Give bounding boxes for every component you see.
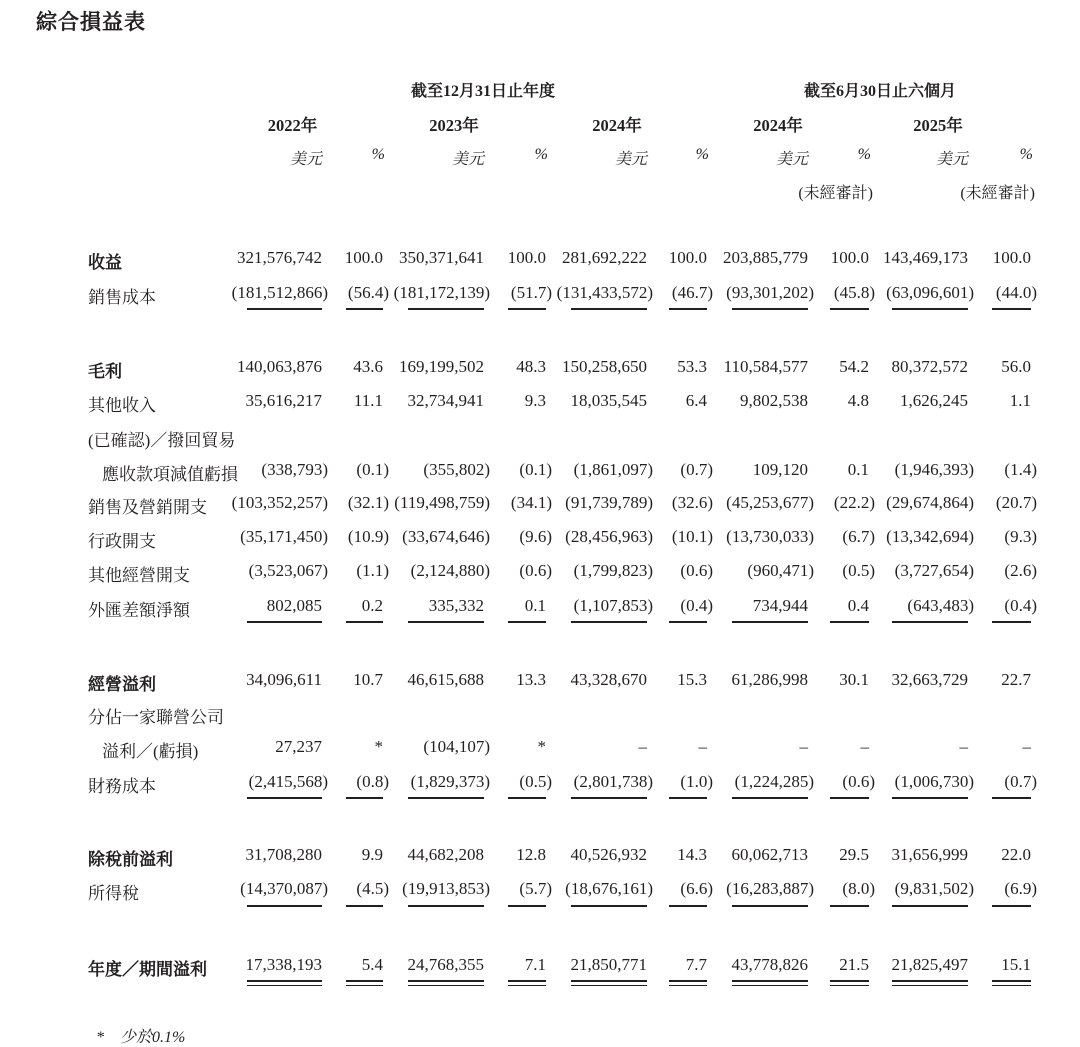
total-double-rule <box>830 980 869 986</box>
percent-cell: 9.3 <box>524 391 546 410</box>
percent-cell: 22.7 <box>1001 670 1031 689</box>
amount-cell: (2,124,880) <box>410 561 490 580</box>
percent-cell: 100.0 <box>344 248 383 267</box>
subtotal-rule <box>892 905 968 907</box>
row-label: (已確認)／撥回貿易 <box>88 431 236 450</box>
percent-cell: 11.1 <box>353 391 383 410</box>
percent-cell: (1.4) <box>1004 460 1037 479</box>
amount-cell: 32,734,941 <box>407 391 484 410</box>
percent-cell: 7.7 <box>685 955 707 974</box>
percent-cell: – <box>1022 737 1031 756</box>
amount-cell: (3,523,067) <box>248 561 328 580</box>
percent-cell: (51.7) <box>510 283 552 302</box>
amount-cell: 321,576,742 <box>237 248 322 267</box>
amount-cell: (1,946,393) <box>894 460 974 479</box>
amount-cell: 169,199,502 <box>399 357 484 376</box>
percent-cell: (34.1) <box>510 493 552 512</box>
percent-cell: (20.7) <box>995 493 1037 512</box>
percent-cell: 9.9 <box>361 845 383 864</box>
percent-cell: (0.1) <box>356 460 389 479</box>
amount-cell: 335,332 <box>428 596 484 615</box>
percent-cell: 0.1 <box>847 460 869 479</box>
amount-cell: (19,913,853) <box>402 879 490 898</box>
percent-cell: 10.7 <box>353 670 383 689</box>
subtotal-rule <box>830 308 869 310</box>
percent-cell: (0.4) <box>1004 596 1037 615</box>
percent-cell: (45.8) <box>833 283 875 302</box>
subtotal-rule <box>508 797 546 799</box>
amount-cell: (1,006,730) <box>894 772 974 791</box>
percent-cell: 100.0 <box>830 248 869 267</box>
unit-currency: 美元 <box>289 151 322 168</box>
row-label: 其他收入 <box>88 396 156 415</box>
subtotal-rule <box>408 905 484 907</box>
percent-cell: 0.1 <box>524 596 546 615</box>
percent-cell: 29.5 <box>839 845 869 864</box>
row-label: 分佔一家聯營公司 <box>88 708 224 727</box>
amount-cell: (1,861,097) <box>573 460 653 479</box>
percent-cell: (0.4) <box>680 596 713 615</box>
period-interim-header: 截至6月30日止六個月 <box>803 83 957 100</box>
year-header: 2025年 <box>913 116 963 135</box>
amount-cell: (2,415,568) <box>248 772 328 791</box>
subtotal-rule <box>247 621 322 623</box>
amount-cell: 61,286,998 <box>731 670 808 689</box>
row-label: 銷售成本 <box>88 288 156 307</box>
amount-cell: 43,328,670 <box>570 670 647 689</box>
subtotal-rule <box>408 308 484 310</box>
amount-cell: 9,802,538 <box>740 391 808 410</box>
percent-cell: (0.1) <box>519 460 552 479</box>
amount-cell: (16,283,887) <box>726 879 814 898</box>
percent-cell: 53.3 <box>677 357 707 376</box>
unit-currency: 美元 <box>614 151 647 168</box>
amount-cell: (1,799,823) <box>573 561 653 580</box>
total-double-rule <box>508 980 546 986</box>
percent-cell: 15.1 <box>1001 955 1031 974</box>
percent-cell: (5.7) <box>519 879 552 898</box>
row-label: 行政開支 <box>88 532 156 551</box>
unit-percent: % <box>695 146 709 163</box>
unit-percent: % <box>857 146 871 163</box>
percent-cell: – <box>698 737 707 756</box>
row-label: 年度／期間溢利 <box>88 960 207 979</box>
amount-cell: (181,512,866) <box>231 283 328 302</box>
percent-cell: * <box>374 737 383 756</box>
subtotal-rule <box>732 797 808 799</box>
percent-cell: 56.0 <box>1001 357 1031 376</box>
amount-cell: (29,674,864) <box>886 493 974 512</box>
amount-cell: (131,433,572) <box>556 283 653 302</box>
amount-cell: (181,172,139) <box>393 283 490 302</box>
period-annual-header: 截至12月31日止年度 <box>410 83 556 100</box>
percent-cell: (0.6) <box>519 561 552 580</box>
percent-cell: (0.6) <box>680 561 713 580</box>
amount-cell: 350,371,641 <box>399 248 484 267</box>
total-double-rule <box>408 980 484 986</box>
percent-cell: (6.6) <box>680 879 713 898</box>
amount-cell: (9,831,502) <box>894 879 974 898</box>
amount-cell: (18,676,161) <box>565 879 653 898</box>
percent-cell: 7.1 <box>524 955 546 974</box>
subtotal-rule <box>508 905 546 907</box>
percent-cell: (22.2) <box>833 493 875 512</box>
subtotal-rule <box>669 621 707 623</box>
row-label: 銷售及營銷開支 <box>88 498 207 517</box>
total-double-rule <box>892 980 968 986</box>
subtotal-rule <box>346 621 383 623</box>
percent-cell: (0.7) <box>1004 772 1037 791</box>
percent-cell: 6.4 <box>685 391 707 410</box>
amount-cell: (1,224,285) <box>734 772 814 791</box>
subtotal-rule <box>669 797 707 799</box>
percent-cell: (32.6) <box>671 493 713 512</box>
amount-cell: 18,035,545 <box>570 391 647 410</box>
subtotal-rule <box>992 621 1031 623</box>
percent-cell: 43.6 <box>353 357 383 376</box>
amount-cell: 60,062,713 <box>731 845 808 864</box>
amount-cell: 80,372,572 <box>891 357 968 376</box>
amount-cell: 35,616,217 <box>245 391 322 410</box>
amount-cell: (1,107,853) <box>573 596 653 615</box>
amount-cell: (119,498,759) <box>394 493 490 512</box>
year-header: 2024年 <box>592 116 642 135</box>
row-label: 財務成本 <box>88 777 156 796</box>
amount-cell: (33,674,646) <box>402 527 490 546</box>
percent-cell: 13.3 <box>516 670 546 689</box>
percent-cell: (9.6) <box>519 527 552 546</box>
percent-cell: (1.1) <box>356 561 389 580</box>
amount-cell: – <box>638 737 647 756</box>
amount-cell: (960,471) <box>747 561 814 580</box>
row-label: 毛利 <box>88 362 122 381</box>
amount-cell: (13,730,033) <box>726 527 814 546</box>
amount-cell: (104,107) <box>423 737 490 756</box>
percent-cell: (0.5) <box>519 772 552 791</box>
percent-cell: (4.5) <box>356 879 389 898</box>
subtotal-rule <box>508 308 546 310</box>
percent-cell: (9.3) <box>1004 527 1037 546</box>
subtotal-rule <box>669 308 707 310</box>
percent-cell: (0.5) <box>842 561 875 580</box>
subtotal-rule <box>992 905 1031 907</box>
subtotal-rule <box>830 797 869 799</box>
percent-cell: 100.0 <box>992 248 1031 267</box>
row-label: 外匯差額淨額 <box>88 601 190 620</box>
percent-cell: 30.1 <box>839 670 869 689</box>
amount-cell: 24,768,355 <box>407 955 484 974</box>
subtotal-rule <box>892 797 968 799</box>
amount-cell: (45,253,677) <box>726 493 814 512</box>
percent-cell: 22.0 <box>1001 845 1031 864</box>
amount-cell: (643,483) <box>907 596 974 615</box>
unit-percent: % <box>534 146 548 163</box>
page-title: 綜合損益表 <box>36 10 146 34</box>
amount-cell: 21,825,497 <box>891 955 968 974</box>
amount-cell: (338,793) <box>261 460 328 479</box>
percent-cell: 14.3 <box>677 845 707 864</box>
amount-cell: 32,663,729 <box>891 670 968 689</box>
amount-cell: 110,584,577 <box>723 357 808 376</box>
unit-currency: 美元 <box>935 151 968 168</box>
total-double-rule <box>247 980 322 986</box>
percent-cell: 0.2 <box>361 596 383 615</box>
percent-cell: (6.7) <box>842 527 875 546</box>
subtotal-rule <box>346 797 383 799</box>
subtotal-rule <box>571 797 647 799</box>
subtotal-rule <box>408 797 484 799</box>
amount-cell: (13,342,694) <box>886 527 974 546</box>
amount-cell: (93,301,202) <box>726 283 814 302</box>
subtotal-rule <box>830 621 869 623</box>
subtotal-rule <box>247 308 322 310</box>
percent-cell: 100.0 <box>507 248 546 267</box>
percent-cell: (1.0) <box>680 772 713 791</box>
amount-cell: 44,682,208 <box>407 845 484 864</box>
amount-cell: 802,085 <box>266 596 322 615</box>
subtotal-rule <box>247 905 322 907</box>
amount-cell: (28,456,963) <box>565 527 653 546</box>
amount-cell: (355,802) <box>423 460 490 479</box>
year-header: 2023年 <box>429 116 479 135</box>
amount-cell: 40,526,932 <box>570 845 647 864</box>
subtotal-rule <box>346 905 383 907</box>
amount-cell: (2,801,738) <box>573 772 653 791</box>
amount-cell: – <box>959 737 968 756</box>
percent-cell: (0.6) <box>842 772 875 791</box>
amount-cell: 27,237 <box>275 737 322 756</box>
percent-cell: (0.8) <box>356 772 389 791</box>
amount-cell: 34,096,611 <box>246 670 322 689</box>
amount-cell: 150,258,650 <box>562 357 647 376</box>
amount-cell: 109,120 <box>752 460 808 479</box>
subtotal-rule <box>992 308 1031 310</box>
row-label: 經營溢利 <box>88 675 156 694</box>
year-header: 2024年 <box>753 116 803 135</box>
percent-cell: 54.2 <box>839 357 869 376</box>
subtotal-rule <box>830 905 869 907</box>
subtotal-rule <box>892 308 968 310</box>
subtotal-rule <box>992 797 1031 799</box>
percent-cell: * <box>537 737 546 756</box>
row-label: 除稅前溢利 <box>88 850 173 869</box>
row-label: 溢利／(虧損) <box>102 742 199 761</box>
amount-cell: (1,829,373) <box>410 772 490 791</box>
unit-currency: 美元 <box>775 151 808 168</box>
unit-currency: 美元 <box>451 151 484 168</box>
unaudited-note: (未經審計) <box>960 185 1035 202</box>
percent-cell: (46.7) <box>671 283 713 302</box>
percent-cell: (32.1) <box>347 493 389 512</box>
percent-cell: 4.8 <box>847 391 869 410</box>
amount-cell: (63,096,601) <box>886 283 974 302</box>
percent-cell: 5.4 <box>361 955 383 974</box>
unit-percent: % <box>1019 146 1033 163</box>
amount-cell: – <box>799 737 808 756</box>
percent-cell: (10.9) <box>347 527 389 546</box>
unit-percent: % <box>371 146 385 163</box>
amount-cell: 43,778,826 <box>731 955 808 974</box>
subtotal-rule <box>571 308 647 310</box>
amount-cell: (91,739,789) <box>565 493 653 512</box>
amount-cell: 143,469,173 <box>883 248 968 267</box>
total-double-rule <box>732 980 808 986</box>
row-label: 其他經營開支 <box>88 566 190 585</box>
amount-cell: 203,885,779 <box>723 248 808 267</box>
subtotal-rule <box>669 905 707 907</box>
subtotal-rule <box>346 308 383 310</box>
amount-cell: 17,338,193 <box>245 955 322 974</box>
percent-cell: 48.3 <box>516 357 546 376</box>
subtotal-rule <box>571 905 647 907</box>
total-double-rule <box>346 980 383 986</box>
percent-cell: (10.1) <box>671 527 713 546</box>
total-double-rule <box>571 980 647 986</box>
percent-cell: 21.5 <box>839 955 869 974</box>
subtotal-rule <box>732 621 808 623</box>
percent-cell: (2.6) <box>1004 561 1037 580</box>
unaudited-note: (未經審計) <box>798 185 873 202</box>
year-header: 2022年 <box>267 116 318 135</box>
percent-cell: (0.7) <box>680 460 713 479</box>
subtotal-rule <box>508 621 546 623</box>
subtotal-rule <box>247 797 322 799</box>
percent-cell: 1.1 <box>1009 391 1031 410</box>
amount-cell: 31,656,999 <box>891 845 968 864</box>
row-label: 應收款項減值虧損 <box>102 465 238 484</box>
amount-cell: 140,063,876 <box>237 357 322 376</box>
amount-cell: 31,708,280 <box>245 845 322 864</box>
total-double-rule <box>669 980 707 986</box>
percent-cell: 12.8 <box>516 845 546 864</box>
row-label: 所得稅 <box>88 884 139 903</box>
subtotal-rule <box>892 621 968 623</box>
amount-cell: (103,352,257) <box>231 493 328 512</box>
total-double-rule <box>992 980 1031 986</box>
percent-cell: 15.3 <box>677 670 707 689</box>
percent-cell: – <box>860 737 869 756</box>
subtotal-rule <box>732 905 808 907</box>
percent-cell: 100.0 <box>668 248 707 267</box>
row-label: 收益 <box>88 253 122 272</box>
amount-cell: (3,727,654) <box>894 561 974 580</box>
subtotal-rule <box>732 308 808 310</box>
footnote: * 少於0.1% <box>96 1029 186 1046</box>
subtotal-rule <box>571 621 647 623</box>
amount-cell: 281,692,222 <box>562 248 647 267</box>
percent-cell: (44.0) <box>995 283 1037 302</box>
amount-cell: (14,370,087) <box>240 879 328 898</box>
amount-cell: 734,944 <box>752 596 808 615</box>
percent-cell: (56.4) <box>347 283 389 302</box>
percent-cell: (8.0) <box>842 879 875 898</box>
percent-cell: (6.9) <box>1004 879 1037 898</box>
amount-cell: (35,171,450) <box>240 527 328 546</box>
amount-cell: 46,615,688 <box>407 670 484 689</box>
amount-cell: 21,850,771 <box>570 955 647 974</box>
amount-cell: 1,626,245 <box>900 391 968 410</box>
subtotal-rule <box>408 621 484 623</box>
percent-cell: 0.4 <box>847 596 869 615</box>
